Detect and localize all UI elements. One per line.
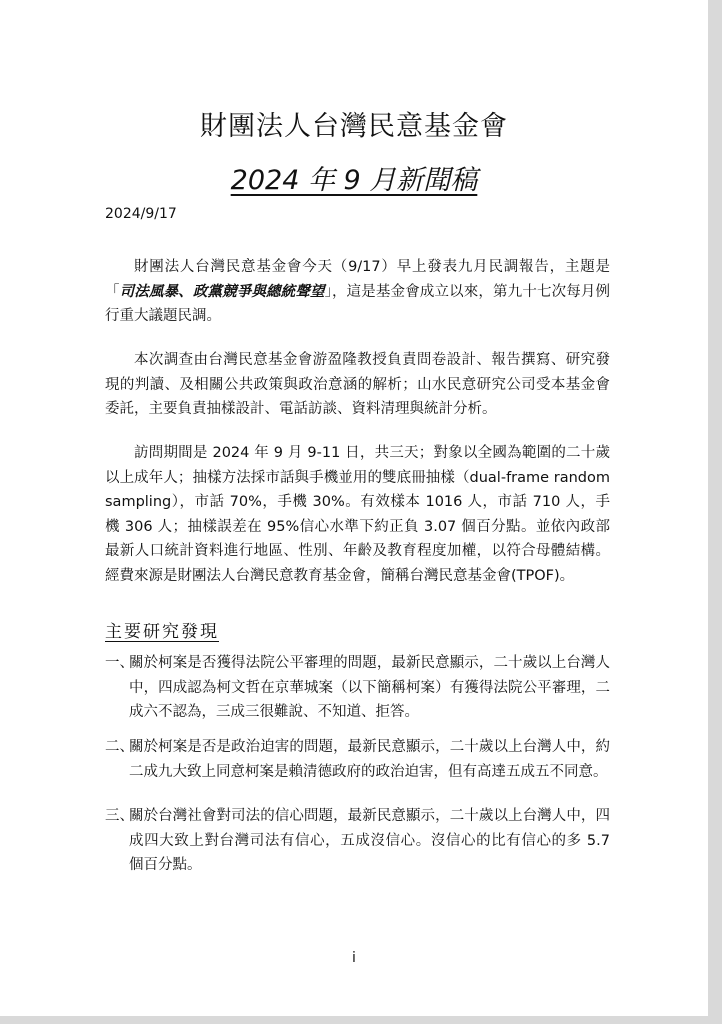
finding-number: 一、	[105, 655, 134, 671]
finding-item	[105, 735, 610, 784]
section-heading: 主要研究發現	[105, 622, 219, 642]
paragraph-intro-end: 」，這是基金會成立以來，第九十七次每月例行重大議題民調。	[105, 283, 611, 324]
finding-item	[105, 804, 610, 878]
report-topic: 司法風暴、政黨競爭與總統聲望	[119, 283, 325, 300]
release-date: 2024/9/17	[105, 206, 177, 222]
finding-number: 二、	[105, 739, 134, 755]
page-number: i	[352, 950, 356, 966]
paragraph-intro-start: 財團法人台灣民意基金會今天（9/17）早上發表九月民調報告，主題是「	[105, 259, 610, 300]
finding-text: 關於柯案是否是政治迫害的問題，最新民意顯示，二十歲以上台灣人中，約二成九大致上同意柯案是賴清德政府的政治迫害，但有高達五成五不同意。	[129, 739, 610, 780]
document-subtitle: 2024 年 9 月新聞稿	[230, 165, 478, 196]
paragraph-intro	[105, 255, 610, 329]
finding-item	[105, 651, 610, 725]
document-title: 財團法人台灣民意基金會	[200, 111, 508, 142]
finding-text: 關於柯案是否獲得法院公平審理的問題，最新民意顯示，二十歲以上台灣人中，四成認為柯文哲在京華城案（以下簡稱柯案）有獲得法院公平審理，二成六不認為，三成三很難說、不知道、拒答。	[129, 655, 610, 720]
finding-number: 三、	[105, 808, 134, 824]
paragraph-methodology: 本次調查由台灣民意基金會游盈隆教授負責問卷設計、報告撰寫、研究發現的判讀、及相關公共政策與政治意涵的解析；山水民意研究公司受本基金會委託，主要負責抽樣設計、電話訪談、資料清理與統計分析。	[105, 352, 610, 417]
finding-text: 關於台灣社會對司法的信心問題，最新民意顯示，二十歲以上台灣人中，四成四大致上對台灣司法有信心，五成沒信心。沒信心的比有信心的多 5.7 個百分點。	[129, 808, 610, 873]
paragraph-survey-details: 訪問期間是 2024 年 9 月 9-11 日，共三天；對象以全國為範圍的二十歲以上成年人；抽樣方法採市話與手機並用的雙底冊抽樣（dual-frame random sampling），市話 70%，手機 30%。有效樣本 1016 人，市話 710 人，手機 306 人；抽樣誤差在 95%信心水準下約正負 3.07 個百分點。並依內政部最新人口統計資料進行地區、性別、年齡及教育程度加權，以符合母體結構。經費來源是財團法人台灣民意教育基金會，簡稱台灣民意基金會(TPOF)。	[105, 445, 610, 584]
